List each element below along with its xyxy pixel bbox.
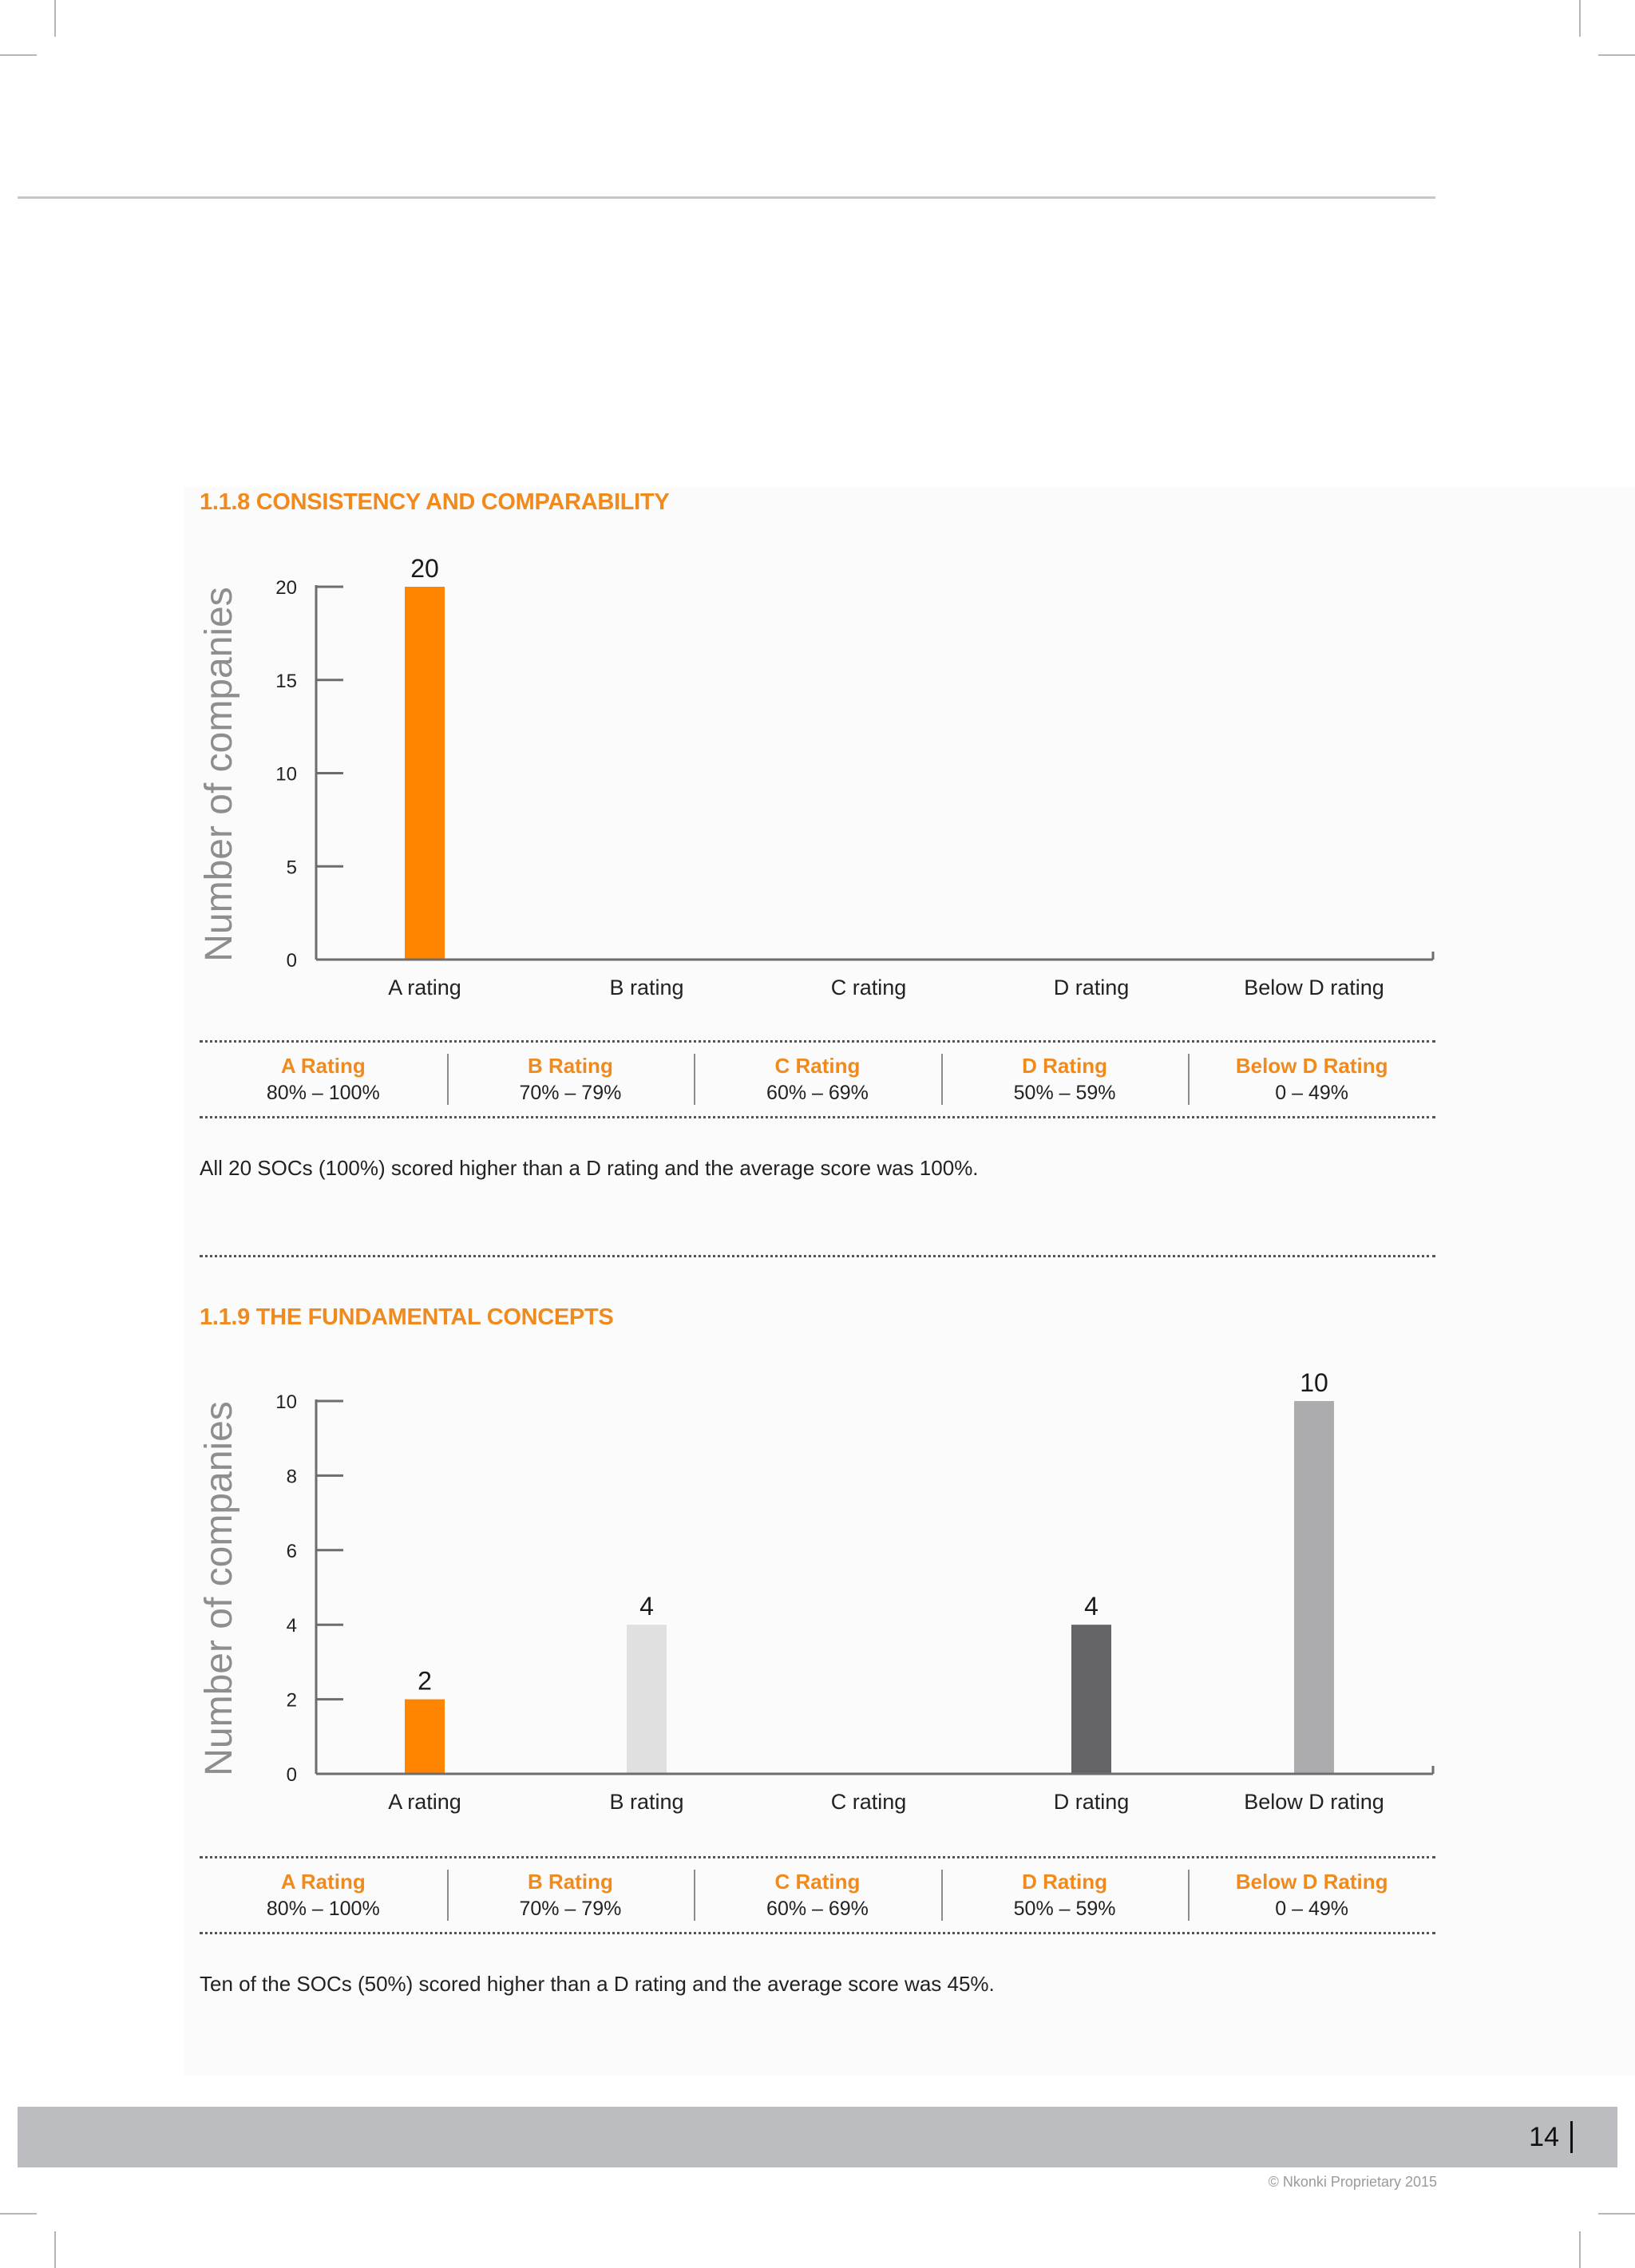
x-tick-label: Below D rating bbox=[1244, 1790, 1384, 1814]
y-tick-label: 10 bbox=[275, 763, 297, 786]
y-tick-label: 10 bbox=[275, 1391, 297, 1413]
bar-below-d-rating bbox=[1294, 1401, 1334, 1774]
legend-label: A Rating bbox=[280, 1054, 366, 1078]
legend-c-rating bbox=[694, 1052, 941, 1106]
crop-mark bbox=[0, 2213, 37, 2215]
x-tick-label: C rating bbox=[830, 1790, 907, 1814]
legend-range: 80% – 100% bbox=[266, 1898, 380, 1920]
bar-b-rating bbox=[627, 1625, 667, 1774]
legend-range: 80% – 100% bbox=[266, 1082, 380, 1104]
legend-label: B Rating bbox=[527, 1870, 613, 1894]
section-heading: 1.1.8 CONSISTENCY AND COMPARABILITY bbox=[200, 489, 670, 515]
legend-label: B Rating bbox=[527, 1054, 613, 1078]
legend-range: 70% – 79% bbox=[519, 1898, 622, 1920]
crop-mark bbox=[1579, 0, 1581, 37]
crop-mark bbox=[54, 2231, 56, 2268]
x-tick-label: D rating bbox=[1053, 1790, 1130, 1814]
legend-label: Below D Rating bbox=[1235, 1870, 1388, 1894]
y-tick-label: 5 bbox=[286, 857, 297, 879]
legend-b-rating bbox=[447, 1868, 695, 1922]
y-tick-label: 20 bbox=[275, 577, 297, 599]
legend-range: 0 – 49% bbox=[1275, 1082, 1349, 1104]
crop-mark bbox=[0, 54, 37, 56]
x-tick-label: C rating bbox=[830, 976, 907, 999]
section-summary: Ten of the SOCs (50%) scored higher than a D rating and the average score was 45%. bbox=[200, 1972, 995, 1996]
legend-c-rating bbox=[694, 1868, 941, 1922]
crop-mark bbox=[1598, 2213, 1635, 2215]
bar-d-rating bbox=[1071, 1625, 1111, 1774]
y-tick-label: 15 bbox=[275, 670, 297, 692]
y-axis-title: Number of companies bbox=[198, 1401, 240, 1776]
y-tick-label: 2 bbox=[286, 1689, 297, 1712]
legend-a-rating bbox=[200, 1868, 447, 1922]
bar-value-label: 10 bbox=[1300, 1368, 1328, 1397]
legend-label: C Rating bbox=[774, 1054, 861, 1078]
legend-range: 60% – 69% bbox=[766, 1082, 869, 1104]
bar-a-rating bbox=[405, 1700, 445, 1774]
bar-a-rating bbox=[405, 587, 445, 960]
x-tick-label: Below D rating bbox=[1244, 976, 1384, 999]
y-tick-label: 0 bbox=[286, 1764, 297, 1786]
x-tick-label: A rating bbox=[388, 1790, 461, 1814]
legend-below-d-rating bbox=[1188, 1868, 1435, 1922]
bar-value-label: 4 bbox=[1084, 1592, 1099, 1621]
y-tick-label: 6 bbox=[286, 1540, 297, 1562]
legend-b-rating bbox=[447, 1052, 695, 1106]
y-axis-title: Number of companies bbox=[198, 587, 240, 962]
legend-range: 70% – 79% bbox=[519, 1082, 622, 1104]
legend-label: Below D Rating bbox=[1235, 1054, 1388, 1078]
legend-range: 50% – 59% bbox=[1013, 1082, 1116, 1104]
header-rule bbox=[18, 196, 1435, 199]
footer-bar bbox=[18, 2107, 1617, 2167]
x-tick-label: D rating bbox=[1053, 976, 1130, 999]
section-divider bbox=[200, 1255, 1435, 1257]
rating-legend bbox=[200, 1040, 1435, 1118]
bar-value-label: 4 bbox=[639, 1592, 654, 1621]
legend-range: 60% – 69% bbox=[766, 1898, 869, 1920]
bar-chart-fundamental-concepts bbox=[184, 1357, 1445, 1836]
legend-label: D Rating bbox=[1022, 1054, 1108, 1078]
y-tick-label: 8 bbox=[286, 1466, 297, 1488]
crop-mark bbox=[1579, 2231, 1581, 2268]
x-tick-label: B rating bbox=[609, 976, 684, 999]
legend-label: A Rating bbox=[280, 1870, 366, 1894]
crop-mark bbox=[54, 0, 56, 37]
legend-label: C Rating bbox=[774, 1870, 861, 1894]
bar-value-label: 20 bbox=[410, 554, 439, 583]
section-summary: All 20 SOCs (100%) scored higher than a D rating and the average score was 100%. bbox=[200, 1156, 979, 1180]
legend-label: D Rating bbox=[1022, 1870, 1108, 1894]
bar-chart-consistency bbox=[184, 543, 1445, 1022]
legend-range: 50% – 59% bbox=[1013, 1898, 1116, 1920]
legend-a-rating bbox=[200, 1052, 447, 1106]
x-tick-label: A rating bbox=[388, 976, 461, 999]
rating-legend bbox=[200, 1856, 1435, 1934]
y-tick-label: 0 bbox=[286, 950, 297, 972]
legend-below-d-rating bbox=[1188, 1052, 1435, 1106]
section-heading: 1.1.9 THE FUNDAMENTAL CONCEPTS bbox=[200, 1304, 614, 1330]
bar-value-label: 2 bbox=[418, 1666, 432, 1696]
page-number: 14 bbox=[1529, 2121, 1573, 2153]
legend-d-rating bbox=[941, 1052, 1189, 1106]
y-tick-label: 4 bbox=[286, 1615, 297, 1637]
x-tick-label: B rating bbox=[609, 1790, 684, 1814]
legend-range: 0 – 49% bbox=[1275, 1898, 1349, 1920]
legend-d-rating bbox=[941, 1868, 1189, 1922]
crop-mark bbox=[1598, 54, 1635, 56]
copyright-notice: © Nkonki Proprietary 2015 bbox=[1268, 2174, 1437, 2190]
